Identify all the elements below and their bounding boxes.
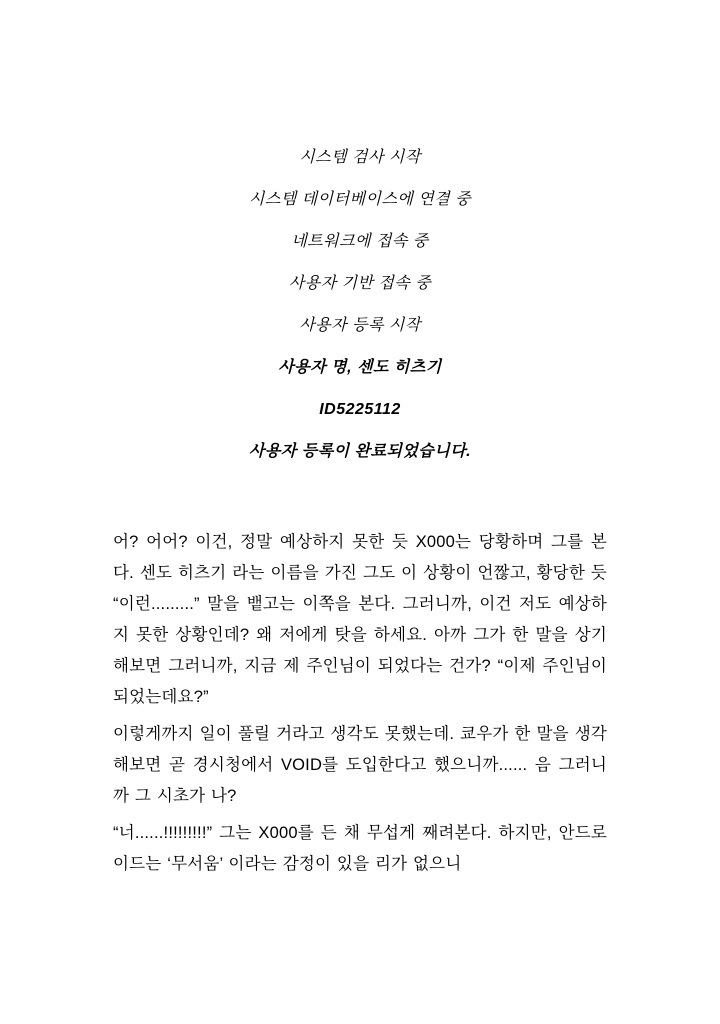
story-paragraph: 이렇게까지 일이 풀릴 거라고 생각도 못했는데. 쿄우가 한 말을 생각해보면 곧 경시청에서 VOID를 도입한다고 했으니까...... 음 그러니까 그 시초가 나? xyxy=(113,725,607,805)
story-paragraph: “너......!!!!!!!!!” 그는 X000를 든 채 무섭게 째려본다. 하지만, 안드로이드는 ‘무서움’ 이라는 감정이 있을 리가 없으니 xyxy=(113,824,607,873)
system-log-line-user-id: ID5225112 xyxy=(319,401,401,418)
story-paragraph: 어? 어어? 이건, 정말 예상하지 못한 듯 X000는 당황하며 그를 본다. 센도 히츠기 라는 이름을 가진 그도 이 상황이 언짢고, 황당한 듯 “이런.........” 말을 뱉고는 이쪽을 본다. 그러니까, 이건 저도 예상하지 못한 상황인데? 왜 저에게 탓을 하세요. 아까 그가 한 말을 상기해보면 그러니까, 지금 제 주인님이 되었다는 건가? “이제 주인님이 되었는데요?” xyxy=(113,533,607,706)
system-log-line: 시스템 검사 시작 xyxy=(299,149,421,166)
system-log-line: 시스템 데이터베이스에 연결 중 xyxy=(248,191,472,208)
system-log-line: 사용자 등록 시작 xyxy=(299,317,421,334)
story-body xyxy=(113,527,607,880)
system-log-line: 네트워크에 접속 중 xyxy=(291,233,429,250)
system-log-line-registration-complete: 사용자 등록이 완료되었습니다. xyxy=(248,443,472,460)
system-log-line: 사용자 기반 접속 중 xyxy=(288,275,432,292)
system-log-line-user-name: 사용자 명, 센도 히츠기 xyxy=(278,359,442,376)
system-log-block xyxy=(0,137,720,473)
